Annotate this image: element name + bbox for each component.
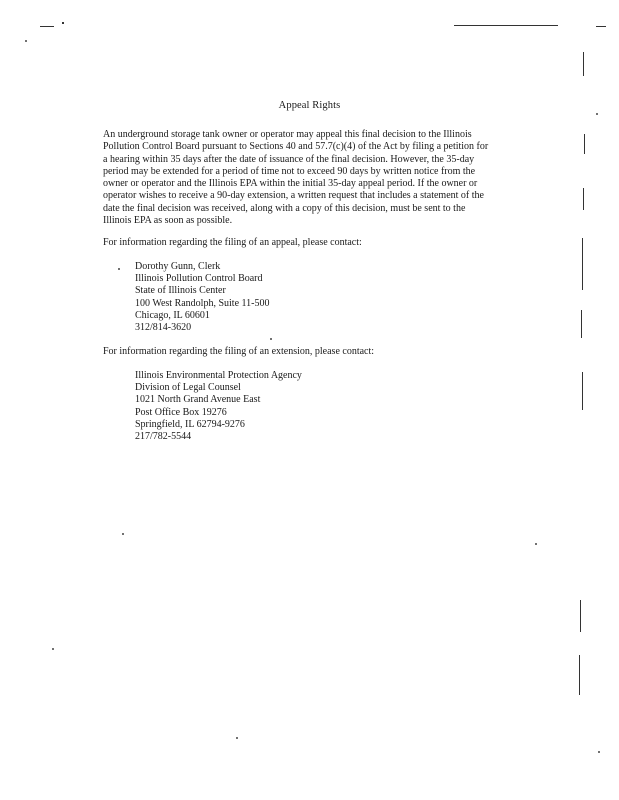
address-line: Post Office Box 19276 [135,406,227,418]
address-line: State of Illinois Center [135,285,226,297]
scan-edge-line-7 [580,600,581,632]
scan-edge-line-8 [579,655,580,695]
scan-mark-top-left-dot [62,22,64,24]
scan-speck [535,543,537,545]
scan-speck [52,648,54,650]
scan-mark-top-rule [454,25,558,26]
scan-speck [25,40,27,42]
extension-contact-intro [103,346,523,358]
scan-edge-line-6 [582,372,583,410]
scan-mark-top-left [40,26,54,27]
appeal-paragraph [103,129,523,227]
scan-edge-line-3 [583,188,584,210]
address-line: 312/814-3620 [135,322,192,334]
scan-speck [118,268,120,270]
paragraph-line: operator wishes to receive a 90-day extension, a written request that includes a statement of the [103,190,484,202]
paragraph-line: An underground storage tank owner or operator may appeal this final decision to the Illinois [103,129,472,140]
extension-contact-intro-text: For information regarding the filing of an extension, please contact: [103,346,375,357]
scan-edge-line-4 [582,238,583,290]
scan-speck [122,533,124,535]
address-line: Springfield, IL 62794-9276 [135,418,245,430]
address-line: Illinois Environmental Protection Agency [135,370,302,381]
paragraph-line: owner or operator and the Illinois EPA within the initial 35-day appeal period. If the owner or [103,178,478,190]
scan-speck [598,751,600,753]
paragraph-line: date the final decision was received, along with a copy of this decision, must be sent to the [103,202,466,214]
address-line: Illinois Pollution Control Board [135,273,263,285]
paragraph-line: period may be extended for a period of time not to exceed 90 days by written notice from the [103,165,476,177]
address-line: Division of Legal Counsel [135,382,241,394]
address-line: 1021 North Grand Avenue East [135,394,261,406]
appeal-contact-intro-text: For information regarding the filing of an appeal, please contact: [103,237,362,248]
paragraph-line: Illinois EPA as soon as possible. [103,215,233,227]
address-line: 100 West Randolph, Suite 11-500 [135,297,270,309]
scan-edge-line-1 [583,52,584,76]
scan-mark-top-right [596,26,606,27]
scan-speck [236,737,238,739]
appeal-contact-intro [103,237,523,249]
address-line: Chicago, IL 60601 [135,309,210,321]
address-line: Dorothy Gunn, Clerk [135,261,221,272]
scan-speck [596,113,598,115]
paragraph-line: Pollution Control Board pursuant to Sections 40 and 57.7(c)(4) of the Act by filing a petition for [103,141,489,153]
scan-edge-line-2 [584,134,585,154]
scan-edge-line-5 [581,310,582,338]
scan-speck [270,338,272,340]
appeal-contact-address [135,261,269,334]
address-line: 217/782-5544 [135,431,192,443]
paragraph-line: a hearing within 35 days after the date of issuance of the final decision. However, the 35-day [103,153,475,165]
extension-contact-address [135,370,302,443]
page-title: Appeal Rights [278,100,341,111]
